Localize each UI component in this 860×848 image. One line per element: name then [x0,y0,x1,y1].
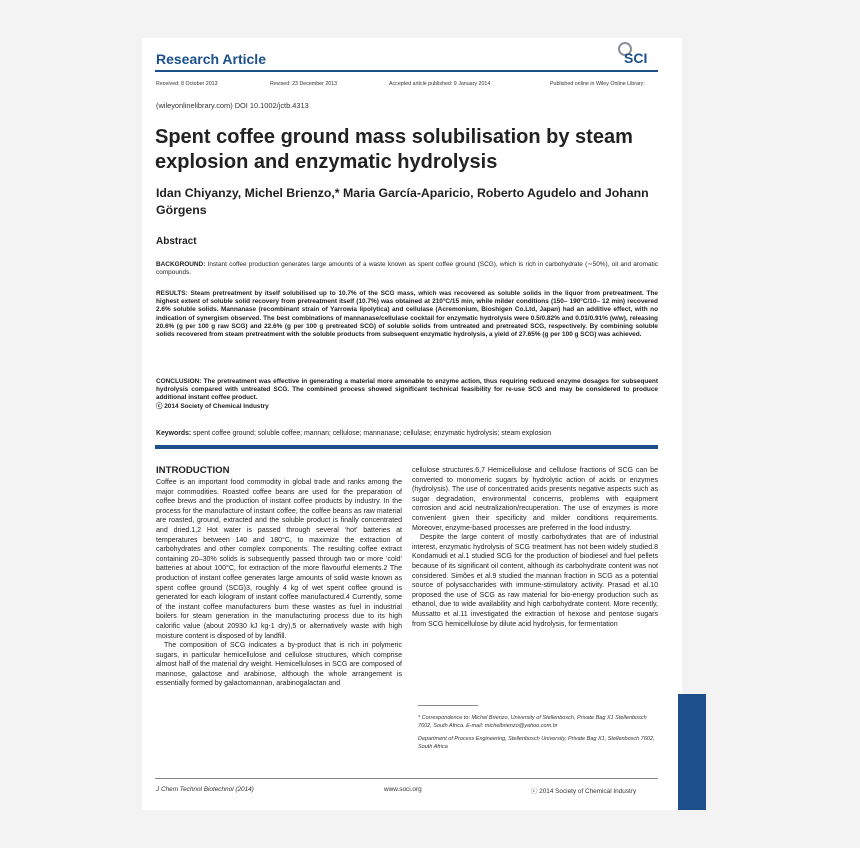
journal-url[interactable]: www.soci.org [384,786,422,793]
published-date: Published online in Wiley Online Library: [550,81,645,87]
side-tab [678,694,706,810]
intro-paragraph-2: The composition of SCG indicates a by-product that is rich in polymeric sugars, in particular hemicellulose and cellulose structures, which comprise almost half of the material dry weight. Hemicelluloses in SCG are composed of mannose, galactose and arabinose, although the whole arrangement is essentially formed by galactomannan, arabinogalactan and [156,642,402,688]
footer-copyright: ⓒ 2014 Society of Chemical Industry [531,788,637,795]
footnote-rule [418,705,478,706]
left-column [156,478,402,689]
department-note: Department of Process Engineering, Stellenbosch University, Private Bag X1, Stellenbosch 7602, South Africa [418,736,655,750]
abstract-conclusion [156,378,658,411]
conclusion-label: CONCLUSION: [156,378,202,385]
intro-paragraph-1: Coffee is an important food commodity in global trade and ranks among the major commodities. Roasted coffee beans are used for the preparation of coffee brews and the production of instant coffee products by industry. In the process for the manufacture of instant coffee, the coffee beans as raw material are roasted, ground, extracted and the soluble product is finally concentrated and dried.1,2 Hot water is passed through several ‘hot’ batteries at temperatures between 140 and 180°C, to maximize the extraction of carbohydrates and other complex components. The resulting coffee extract containing 20–30% solids is subsequently passed through two or more ‘cold’ batteries at about 100°C, for extraction of the more flavourful elements.2 The production of instant coffee generates large amounts of solid waste known as spent coffee ground (SCG)3, roughly 4 kg of wet spent coffee ground is generated for each kilogram of instant coffee manufactured.4 Currently, some of the instant coffee manufacturers burn these wastes as fuel in industrial boilers for steam generation in the manufacturing process due to its high calorific value (about 20930 kJ kg-1 dry),5 or alternatively waste with high moisture content is disposed of by landfill. [156,479,402,640]
accepted-date: Accepted article published: 9 January 2014 [389,81,491,87]
background-text: Instant coffee production generates large amounts of a waste known as spent coffee ground (SCG), which is rich in carbohydrate (∼50%), oil and aromatic compounds. [156,261,658,277]
abstract-heading: Abstract [156,236,197,247]
keywords-text: spent coffee ground; soluble coffee; mannan; cellulose; mannanase; cellulase; enzymatic hydrolysis; steam explosion [193,430,552,437]
conclusion-text: The pretreatment was effective in generating a material more amenable to enzyme action, thus requiring reduced enzyme dosages for subsequent hydrolysis compared with untreated SCG. The combined process showed significant technical feasibility for re-use SCG and may be considered to produce additional instant coffee product. [156,378,658,402]
received-date: Received: 8 October 2013 [156,81,218,87]
abstract-copyright: ⓒ 2014 Society of Chemical Industry [156,402,269,410]
keywords-line [156,430,658,437]
footnotes [418,715,658,751]
section-label: Research Article [156,51,266,67]
abstract-results [156,290,658,339]
footer-rule [155,778,658,779]
background-label: BACKGROUND: [156,261,206,268]
intro-heading: INTRODUCTION [156,465,230,476]
revised-date: Revised: 23 December 2013 [270,81,338,87]
logo-text: SCI [624,50,648,66]
author-list: Idan Chiyanzy, Michel Brienzo,* Maria García-Aparicio, Roberto Agudelo and Johann Görgens [156,186,649,217]
intro-paragraph-4: Despite the large content of mostly carbohydrates that are of industrial interest, enzymatic hydrolysis of SCG treatment has not been widely studied.8 Kondamudi et al.1 studied SCG for the production of biodiesel and fuel pellets because of its significant oil content, although its carbohydrate content was not considered. Simões et al.9 studied the mannan fraction in SCG as a potential source of polysaccharides with immune-stimulatory activity. Prasad et al.10 proposed the use of SCG as raw material for bio-energy production such as ethanol, due to wide availability and high carbohydrate content. More recently, Mussatto et al.11 investigated the extraction of hexose and pentose sugars from SCG hemicellulose by dilute acid hydrolysis, for fermentation [412,534,658,628]
results-text: Steam pretreatment by itself solubilised up to 10.7% of the SCG mass, which was recovered as soluble solids in the liquor from pretreatment. The highest extent of soluble solid recovery from pretreatment itself (10.7%) was obtained at 210°C/15 min, while milder conditions (150– 190°C/10– 12 min) recovered 2.6% soluble solids. Mannanase (recombinant strain of Yarrowia lipolytica) and cellulase (Acremonium, Bioshigen Co.Ltd, Japan) had an additive effect, with no indication of synergism observed. The best combinations of mannanase/cellulase cocktail for enzymatic hydrolysis were 0.5/0.82% and 0.01/0.91% (w/w), releasing 20.6% (g per 100 g raw SCG) and 22.6% (g per 100 g pretreated SCG) of soluble solids from untreated and pretreated SCG, respectively. By combining soluble solids recovered from steam pretreatment with the soluble products from subsequent enzymatic hydrolysis, a yield of 27.65% (g per 100 g SCG) was achieved. [156,290,658,339]
abstract-background [156,261,658,277]
journal-name: J Chem Technol Biotechnol (2014) [156,786,254,793]
doi-line: (wileyonlinelibrary.com) DOI 10.1002/jctb.4313 [156,101,309,110]
intro-paragraph-3: cellulose structures.6,7 Hemicellulose and cellulose fractions of SCG can be converted to monomeric sugars by hydrolytic action of acids or enzymes (hydrolysis). The use of concentrated acids presents negative aspects such as sugar degradation, environmental concerns, problems with equipment corrosion and acid neutralization/recuperation. The use of enzymes is more convenient given their specificity and milder conditions requirements. Moreover, enzyme-based processes are preferred in the food industry. [412,467,658,532]
article-page [142,38,682,810]
abstract-rule [155,445,658,449]
header-rule [155,70,658,72]
results-label: RESULTS: [156,290,188,297]
right-column [412,466,658,629]
article-title: Spent coffee ground mass solubilisation by steam explosion and enzymatic hydrolysis [155,126,633,173]
sci-logo [612,41,662,69]
correspondence-note: * Correspondence to: Michel Brienzo, University of Stellenbosch, Private Bag X1 Stellenbosch 7602, South Africa. E-mail: michelbrienzo@yahoo.com.br [418,715,647,729]
keywords-label: Keywords: [156,430,192,437]
